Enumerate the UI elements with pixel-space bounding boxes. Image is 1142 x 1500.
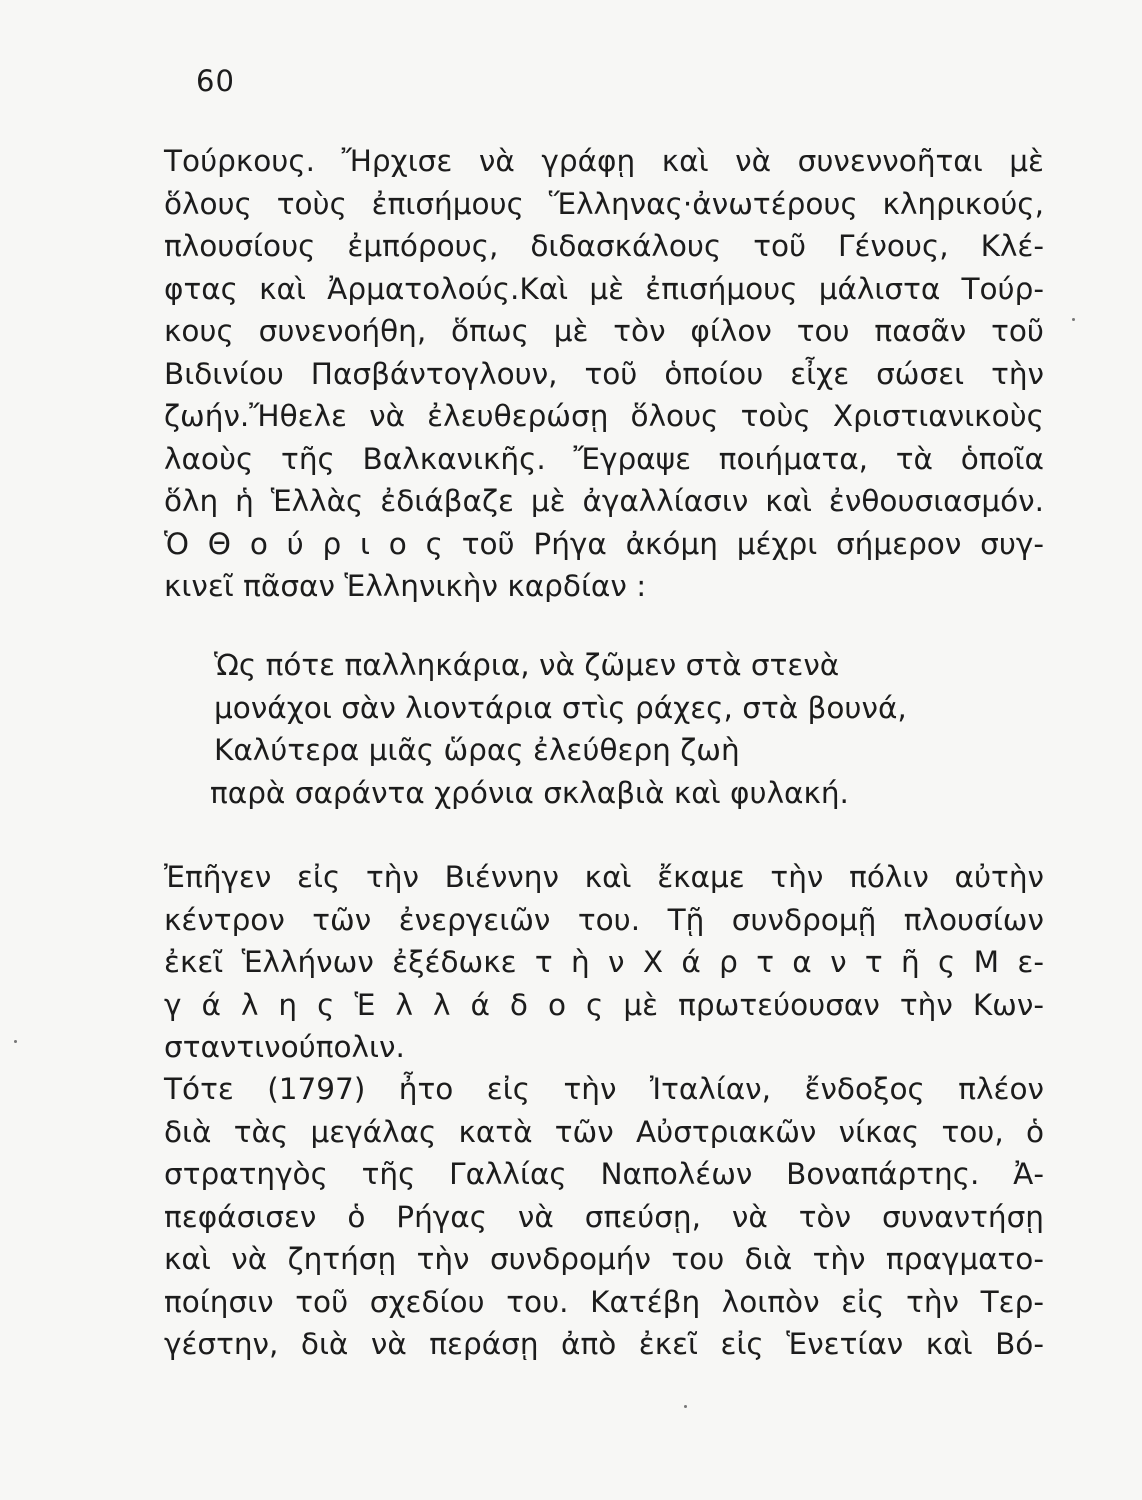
paragraph-3 [164,1068,1044,1366]
text-line: κινεῖ πᾶσαν Ἑλληνικὴν καρδίαν : [164,569,647,603]
text-line: στρατηγὸς τῆς Γαλλίας Ναπολέων Βοναπάρτης. Ἀ- [164,1157,1044,1191]
text-line: πλουσίους ἐμπόρους, διδασκάλους τοῦ Γένους, Κλέ- [164,229,1044,263]
poem-line: Ὡς πότε παλληκάρια, νὰ ζῶμεν στὰ στενὰ [214,648,840,682]
print-speck [684,1405,687,1408]
text-line: ζωήν.Ἤθελε νὰ ἐλευθερώσῃ ὅλους τοὺς Χριστιανικοὺς [164,399,1044,433]
poem-line: παρὰ σαράντα χρόνια σκλαβιὰ καὶ φυλακή. [210,775,849,810]
text-line: ὅλη ἡ Ἑλλὰς ἐδιάβαζε μὲ ἀγαλλίασιν καὶ ἐνθουσιασμόν. [164,484,1044,518]
text-line: γ ά λ η ς Ἑ λ λ ά δ ο ς μὲ πρωτεύουσαν τὴν Κων- [164,987,1044,1022]
text-line: λαοὺς τῆς Βαλκανικῆς. Ἔγραψε ποιήματα, τὰ ὁποῖα [164,441,1044,476]
page-number: 60 [196,64,235,98]
text-line: καὶ νὰ ζητήσῃ τὴν συνδρομήν του διὰ τὴν πραγματο- [164,1242,1044,1276]
text-line: ὅλους τοὺς ἐπισήμους Ἕλληνας·ἀνωτέρους κληρικούς, [164,186,1044,221]
text-line: Τότε (1797) ἦτο εἰς τὴν Ἰταλίαν, ἔνδοξος πλέον [164,1072,1044,1106]
text-line: ἐκεῖ Ἑλλήνων ἐξέδωκε τ ὴ ν Χ ά ρ τ α ν τ ῆ ς Μ ε- [164,945,1044,979]
poem-line: Καλύτερα μιᾶς ὥρας ἐλεύθερη ζωὴ [214,733,740,767]
paragraph-2 [164,856,1044,1069]
text-line: ποίησιν τοῦ σχεδίου του. Κατέβη λοιπὸν εἰς τὴν Τερ- [164,1284,1044,1319]
text-line: φτας καὶ Ἀρματολούς.Καὶ μὲ ἐπισήμους μάλιστα Τούρ- [164,271,1044,306]
text-line: Ὁ Θ ο ύ ρ ι ο ς τοῦ Ρήγα ἀκόμη μέχρι σήμερον συγ- [164,526,1044,561]
poem-line: μονάχοι σὰν λιοντάρια στὶς ράχες, στὰ βουνά, [214,690,907,725]
text-line: κέντρον τῶν ἐνεργειῶν του. Τῇ συνδρομῇ πλουσίων [164,902,1044,937]
text-line: κους συνενοήθη, ὅπως μὲ τὸν φίλον του πασᾶν τοῦ [164,314,1044,348]
text-line: Ἐπῆγεν εἰς τὴν Βιέννην καὶ ἔκαμε τὴν πόλιν αὐτὴν [164,860,1044,894]
paragraph-1 [164,140,1044,608]
print-speck [14,1040,17,1043]
text-line: γέστην, διὰ νὰ περάσῃ ἀπὸ ἐκεῖ εἰς Ἑνετίαν καὶ Βό- [164,1327,1044,1361]
poem-quote [210,644,1050,814]
text-line: Βιδινίου Πασβάντογλουν, τοῦ ὁποίου εἶχε σώσει τὴν [164,356,1044,391]
text-line: πεφάσισεν ὁ Ρήγας νὰ σπεύσῃ, νὰ τὸν συναντήσῃ [164,1199,1044,1234]
text-line: σταντινούπολιν. [164,1030,405,1064]
print-speck [1072,318,1075,321]
text-line: Τούρκους. Ἤρχισε νὰ γράφῃ καὶ νὰ συνεννοῆται μὲ [164,144,1044,178]
text-line: διὰ τὰς μεγάλας κατὰ τῶν Αὐστριακῶν νίκας του, ὁ [164,1114,1044,1149]
